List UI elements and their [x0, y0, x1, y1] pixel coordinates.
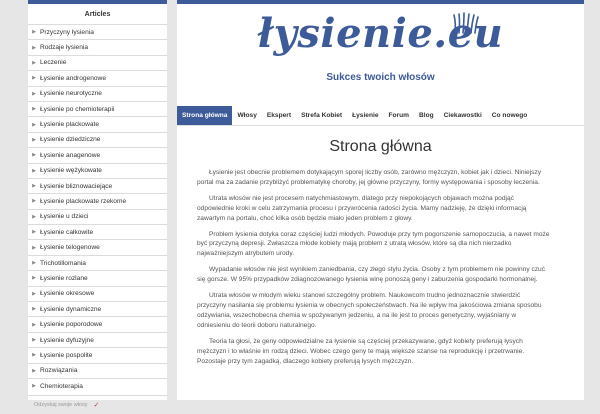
sidebar-item-label: Rodzaje łysienia [40, 44, 89, 52]
sidebar-item-label: Trichotillomania [40, 259, 86, 267]
arrow-right-icon: ▶ [32, 106, 36, 113]
sidebar-item-label: Rozwiązania [40, 367, 78, 375]
sidebar-item-label: Przyczyny łysienia [40, 28, 94, 36]
arrow-right-icon: ▶ [32, 121, 36, 128]
sidebar-item[interactable] [28, 347, 167, 362]
sidebar-item-label: Łysienie pospolite [40, 351, 93, 359]
nav-item[interactable]: Ekspert [266, 112, 292, 119]
sidebar-item-label: Leczenie [40, 59, 67, 67]
arrow-right-icon: ▶ [32, 275, 36, 282]
nav-item[interactable]: Blog [419, 112, 434, 119]
arrow-right-icon: ▶ [32, 90, 36, 97]
sidebar-item[interactable] [28, 378, 167, 393]
nav-item[interactable]: Strona główna [177, 106, 232, 125]
arrow-right-icon: ▶ [32, 244, 36, 251]
sidebar-item[interactable] [28, 224, 167, 239]
checkmark-icon: ✓ [93, 402, 100, 410]
sidebar-item-label: Łysienie całkowite [40, 228, 94, 236]
sidebar-item[interactable] [28, 239, 167, 254]
arrow-right-icon: ▶ [32, 29, 36, 36]
sidebar-item[interactable] [28, 301, 167, 316]
arrow-right-icon: ▶ [32, 183, 36, 190]
sidebar-footer [28, 395, 167, 414]
sidebar-item[interactable] [28, 286, 167, 301]
article-paragraph: Utrata włosów nie jest procesem natychmiastowym, dlatego przy niepokojących objawach można podjąć odpowiednie kroki w celu zatrzymania procesu i przywrócenia radości życia. Mamy nadzieję, że dzięki informacją zawartym na portalu, choć kilka osób będzie miało jeden problem z głowy. [197, 194, 527, 222]
sidebar-item[interactable] [28, 55, 167, 70]
sidebar-item-label: Łysienie plackowate [40, 121, 100, 129]
sidebar-item-label: Łysienie u dzieci [40, 213, 89, 221]
arrow-right-icon: ▶ [32, 167, 36, 174]
article-paragraph: Problem łysienia dotyka coraz częściej ludzi młodych. Powoduje przy tym pogorszenie samopoczucia, a nawet może być przyczyną depresji. Zwłaszcza młode kobiety mają problem z utratą włosów, które są dla nich nierzadko najważniejszym atrybutem urody. [197, 230, 550, 258]
sidebar-item-label: Łysienie dziedziczne [40, 136, 101, 144]
sidebar-item[interactable] [28, 24, 167, 39]
article-paragraph: Wypadanie włosów nie jest wynikiem zaniedbania, czy złego stylu życia. Osoby z tym problemem nie powinny czuć się gorsze. W 95% przypadków zdiagnozowanego łysienia winę ponoszą geny i zaburzenia gospodarki hormonalnej. [197, 266, 546, 284]
arrow-right-icon: ▶ [32, 260, 36, 267]
content-area [177, 126, 584, 372]
sidebar-item[interactable] [28, 332, 167, 347]
sidebar-item-label: Łysienie rozlane [40, 274, 88, 282]
logo-area[interactable] [177, 4, 584, 72]
arrow-right-icon: ▶ [32, 383, 36, 390]
page-title: Strona główna [329, 138, 432, 155]
sidebar-item-label: Łysienie neurotyczne [40, 90, 102, 98]
nav-item[interactable]: Ciekawostki [443, 112, 482, 119]
arrow-right-icon: ▶ [32, 213, 36, 220]
sidebar-item-label: Łysienie okresowe [40, 290, 95, 298]
sidebar-item[interactable] [28, 70, 167, 85]
sidebar-item[interactable] [28, 116, 167, 131]
nav-item[interactable]: Forum [388, 112, 410, 119]
sidebar-item[interactable] [28, 363, 167, 378]
sidebar-item-label: Łysienie po chemioterapii [40, 105, 115, 113]
arrow-right-icon: ▶ [32, 367, 36, 374]
sidebar-item[interactable] [28, 132, 167, 147]
sidebar-item[interactable] [28, 270, 167, 285]
sidebar-item[interactable] [28, 86, 167, 101]
article-paragraph: Utrata włosów w młodym wieku stanowi szczególny problem. Naukowcom trudno jednoznacznie stwierdzić przyczyny nasilania się problemu łysienia w obecnych społeczeństwach. Na ile wpływ ma jakościowa zmiana sposobu odżywiania, wszechobecna chemia w spożywanym jedzeniu, a na ile jest to proces genetyczny, wyjaśniany w odniesieniu do teorii doboru naturalnego. [197, 292, 542, 329]
sidebar-list [28, 24, 167, 393]
sidebar-item[interactable] [28, 316, 167, 331]
arrow-right-icon: ▶ [32, 229, 36, 236]
arrow-right-icon: ▶ [32, 290, 36, 297]
sidebar-title: Articles [84, 11, 111, 18]
sidebar-item-label: Łysienie dyfuzyjne [40, 336, 94, 344]
arrow-right-icon: ▶ [32, 44, 36, 51]
sidebar-item-label: Łysienie telogenowe [40, 244, 100, 252]
arrow-right-icon: ▶ [32, 306, 36, 313]
sidebar-item-label: Łysienie plackowate rzekome [40, 197, 127, 205]
sidebar-item[interactable] [28, 209, 167, 224]
sidebar-item[interactable] [28, 193, 167, 208]
arrow-right-icon: ▶ [32, 59, 36, 66]
sidebar-item[interactable] [28, 39, 167, 54]
sidebar-item-label: Łysienie bliznowaciejące [40, 182, 113, 190]
site-logo[interactable]: łysienie.eu [257, 10, 504, 57]
site-tagline: Sukces twoich włosów [326, 72, 435, 83]
main-navigation [177, 106, 584, 126]
arrow-right-icon: ▶ [32, 152, 36, 159]
sidebar-footer-text: Odzyskaj swoje włosy [34, 402, 88, 409]
sidebar-item-label: Chemioterapia [40, 382, 83, 390]
sidebar-item[interactable] [28, 147, 167, 162]
sidebar-item-label: Łysienie androgenowe [40, 74, 106, 82]
article-paragraph: Łysienie jest obecnie problemem dotykającym sporej liczby osób, zarówno mężczyzn, kobiet jak i dzieci. Niniejszy portal ma za zadanie przybliżyć problematykę choroby, jej główne przyczyny, formy występowania i sposoby leczenia. [197, 169, 542, 186]
nav-item[interactable]: Łysienie [352, 112, 379, 119]
article-body [177, 168, 584, 366]
sidebar-item-label: Łysienie anagenowe [40, 151, 101, 159]
sidebar-item[interactable] [28, 255, 167, 270]
arrow-right-icon: ▶ [32, 198, 36, 205]
sidebar-item[interactable] [28, 163, 167, 178]
arrow-right-icon: ▶ [32, 136, 36, 143]
arrow-right-icon: ▶ [32, 352, 36, 359]
nav-item[interactable]: Strefa Kobiet [301, 112, 343, 119]
sidebar-item[interactable] [28, 178, 167, 193]
sidebar-item-label: Łysienie poporodowe [40, 321, 103, 329]
sidebar [28, 0, 167, 410]
nav-item[interactable]: Co nowego [491, 112, 528, 119]
nav-item[interactable]: Włosy [237, 112, 257, 119]
sidebar-item[interactable] [28, 101, 167, 116]
arrow-right-icon: ▶ [32, 321, 36, 328]
sidebar-item-label: Łysienie dynamiczne [40, 305, 102, 313]
main-panel [177, 0, 584, 400]
sidebar-item-label: Łysienie wężykowate [40, 167, 102, 175]
arrow-right-icon: ▶ [32, 337, 36, 343]
article-paragraph: Teoria ta głosi, że geny odpowiedzialne za łysienie są częściej przekazywane, gdyż kobiety preferują łysych mężczyzn i to właśnie im rodzą dzieci. Wobec czego geny te mają większe szanse na reprodukcję i przetrwanie. Pozostaje przy tym zagadką, dlaczego kobiety preferują łysych mężczyzn. [197, 337, 525, 365]
arrow-right-icon: ▶ [32, 75, 36, 82]
hair-strands-icon [452, 12, 480, 34]
